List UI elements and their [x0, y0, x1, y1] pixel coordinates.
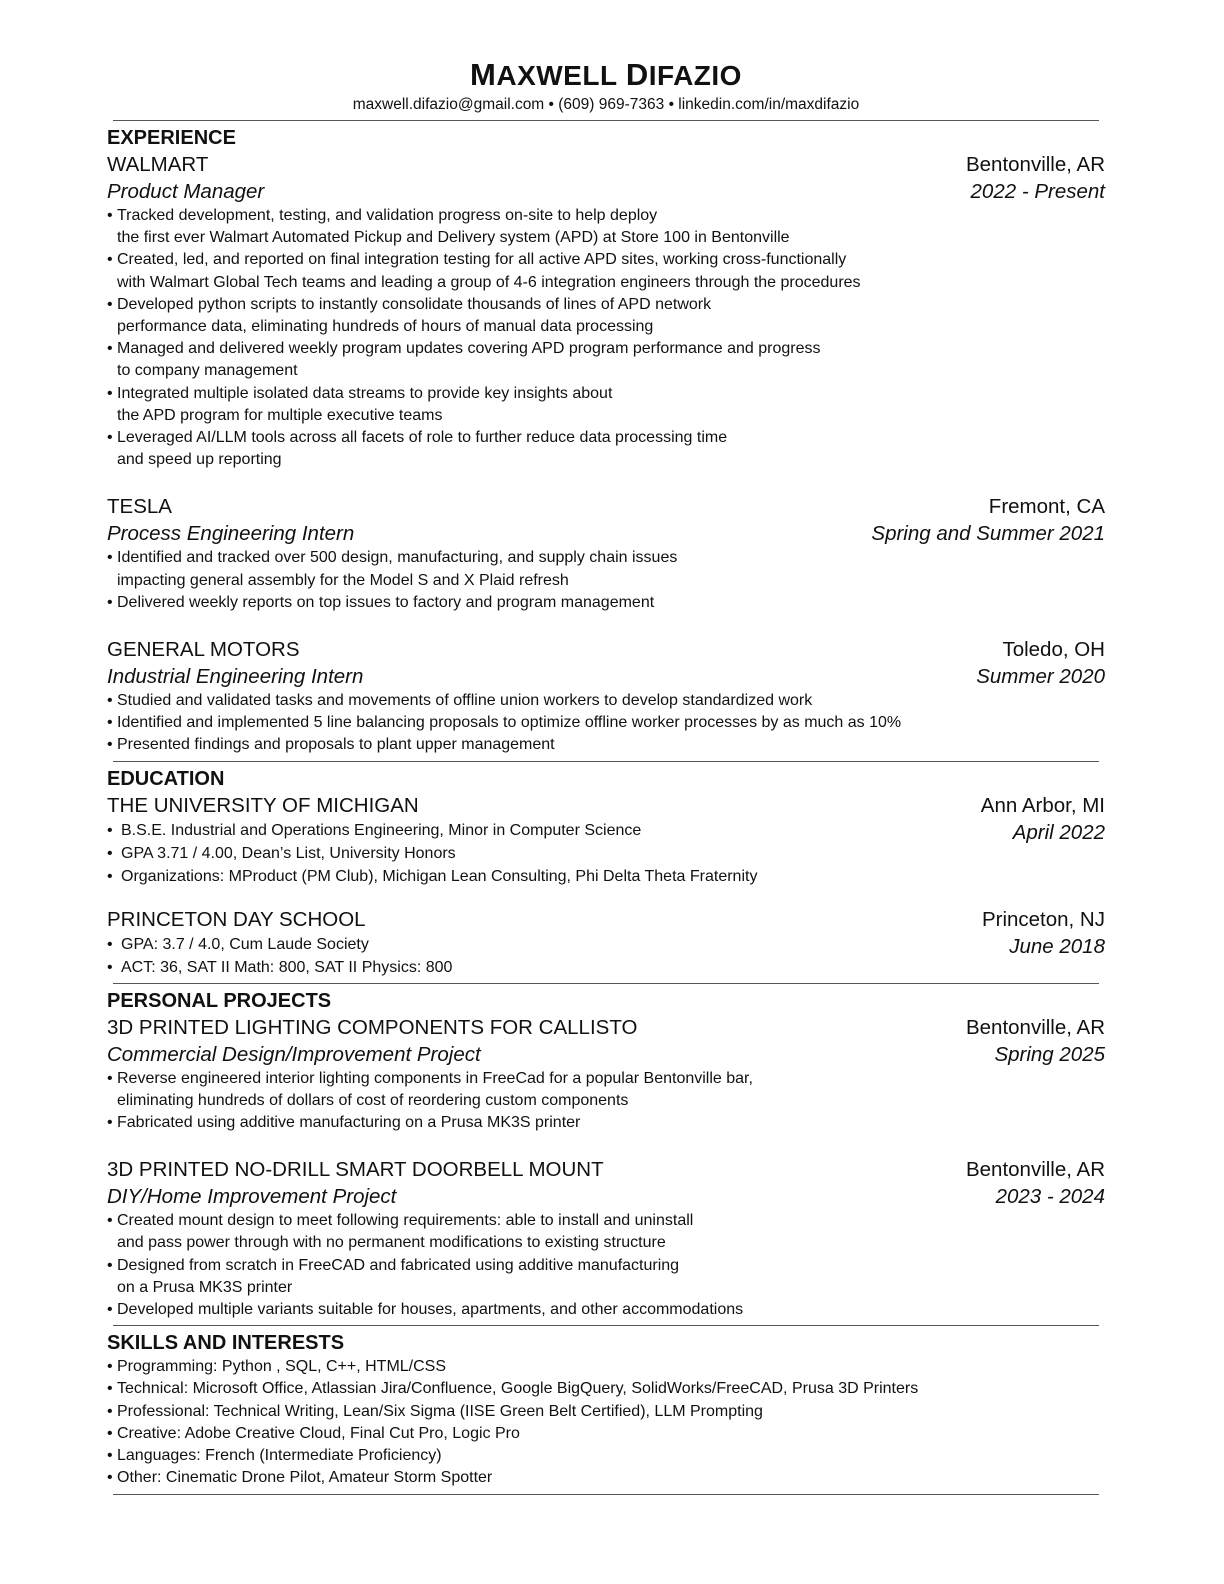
bullet-list: [107, 690, 1105, 757]
bullet-list: [107, 205, 1105, 471]
contact-line: maxwell.difazio@gmail.com • (609) 969-7363 • linkedin.com/in/maxdifazio: [352, 96, 860, 113]
skills-list: [107, 1356, 1105, 1489]
location: Princeton, NJ: [981, 907, 1105, 931]
candidate-name: [107, 58, 1105, 93]
dates: Summer 2020: [976, 665, 1105, 689]
dates: June 2018: [1009, 934, 1105, 958]
bullet-item: • Tracked development, testing, and validation progress on-site to help deploy the first ever Walmart Automated Pickup and Delivery system (APD) at Store 100 in Bentonville: [107, 205, 1105, 249]
location: Bentonville, AR: [965, 1015, 1105, 1039]
experience-entry: [107, 636, 1105, 757]
education-entry: [107, 792, 1105, 888]
org-name: TESLA: [107, 495, 172, 519]
skills-section: [107, 1330, 1105, 1489]
bullet-list: [107, 547, 1105, 614]
org-name: WALMART: [107, 153, 209, 176]
experience-section: [107, 125, 1105, 757]
bullet-item: • Designed from scratch in FreeCAD and fabricated using additive manufacturing on a Prusa MK3S printer: [107, 1255, 1105, 1299]
location: Fremont, CA: [988, 495, 1105, 519]
name-last-rest: IFAZIO: [648, 60, 742, 91]
project-entry: [107, 1156, 1105, 1321]
role-title: Product Manager: [107, 180, 265, 203]
education-entry: [107, 906, 1105, 979]
skill-item: • Languages: French (Intermediate Proficiency): [107, 1445, 1105, 1467]
role-title: Process Engineering Intern: [107, 522, 355, 546]
name-last-initial: D: [625, 57, 649, 92]
dates: 2022 - Present: [970, 180, 1105, 203]
bullet-list: [107, 1210, 1105, 1321]
dates: April 2022: [1012, 820, 1105, 844]
school-name: THE UNIVERSITY OF MICHIGAN: [107, 793, 419, 817]
skill-item: • Technical: Microsoft Office, Atlassian Jira/Confluence, Google BigQuery, SolidWorks/FreeCAD, Prusa 3D Printers: [107, 1378, 1105, 1400]
dates: 2023 - 2024: [995, 1185, 1105, 1209]
bullet-item: • Organizations: MProduct (PM Club), Michigan Lean Consulting, Phi Delta Theta Fraternity: [107, 865, 757, 888]
bullet-list: [107, 819, 757, 888]
bullet-item: • ACT: 36, SAT II Math: 800, SAT II Physics: 800: [107, 956, 452, 979]
location: Bentonville, AR: [965, 1158, 1105, 1182]
section-title-skills: SKILLS AND INTERESTS: [107, 1332, 345, 1355]
bullet-item: • Integrated multiple isolated data streams to provide key insights about the APD program for multiple executive teams: [107, 383, 1105, 427]
project-entry: [107, 1014, 1105, 1135]
name-first-rest: AXWELL: [496, 60, 618, 91]
location: Ann Arbor, MI: [980, 793, 1105, 817]
bullet-item: • Presented findings and proposals to plant upper management: [107, 734, 1105, 756]
school-name: PRINCETON DAY SCHOOL: [107, 907, 366, 931]
divider: [113, 1494, 1099, 1495]
bullet-item: • Fabricated using additive manufacturing on a Prusa MK3S printer: [107, 1112, 1105, 1134]
divider: [113, 1325, 1099, 1326]
project-type: DIY/Home Improvement Project: [107, 1185, 397, 1209]
bullet-item: • GPA: 3.7 / 4.0, Cum Laude Society: [107, 933, 452, 956]
bullet-item: • Created, led, and reported on final integration testing for all active APD sites, working cross-functionally with Walmart Global Tech teams and leading a group of 4-6 integration engineers through the procedures: [107, 249, 1105, 293]
bullet-item: • Reverse engineered interior lighting components in FreeCad for a popular Bentonville bar, eliminating hundreds of dollars of cost of reordering custom components: [107, 1068, 1105, 1112]
bullet-item: • Created mount design to meet following requirements: able to install and uninstall and pass power through with no permanent modifications to existing structure: [107, 1210, 1105, 1254]
dates: Spring 2025: [994, 1042, 1105, 1066]
experience-entry: [107, 493, 1105, 614]
name-first-initial: M: [470, 57, 497, 92]
bullet-item: • Developed multiple variants suitable for houses, apartments, and other accommodations: [107, 1299, 1105, 1321]
experience-entry: [107, 151, 1105, 471]
bullet-item: • Identified and implemented 5 line balancing proposals to optimize offline worker processes by as much as 10%: [107, 712, 1105, 734]
skill-item: • Professional: Technical Writing, Lean/Six Sigma (IISE Green Belt Certified), LLM Prompting: [107, 1401, 1105, 1423]
skill-item: • Programming: Python , SQL, C++, HTML/CSS: [107, 1356, 1105, 1378]
bullet-item: • Managed and delivered weekly program updates covering APD program performance and progress to company management: [107, 338, 1105, 382]
project-name: 3D PRINTED LIGHTING COMPONENTS FOR CALLISTO: [107, 1015, 638, 1039]
divider: [113, 120, 1099, 121]
skill-item: • Creative: Adobe Creative Cloud, Final Cut Pro, Logic Pro: [107, 1423, 1105, 1445]
section-title-education: EDUCATION: [107, 767, 225, 790]
org-name: GENERAL MOTORS: [107, 638, 300, 662]
role-title: Industrial Engineering Intern: [107, 665, 364, 689]
bullet-item: • GPA 3.71 / 4.00, Dean’s List, University Honors: [107, 842, 757, 865]
location: Toledo, OH: [1002, 638, 1105, 662]
resume-header: [107, 58, 1105, 116]
section-title-experience: EXPERIENCE: [107, 127, 236, 149]
bullet-item: • Delivered weekly reports on top issues to factory and program management: [107, 592, 1105, 614]
skill-item: • Other: Cinematic Drone Pilot, Amateur Storm Spotter: [107, 1467, 1105, 1489]
bullet-item: • B.S.E. Industrial and Operations Engineering, Minor in Computer Science: [107, 819, 757, 842]
projects-section: [107, 988, 1105, 1322]
bullet-item: • Leveraged AI/LLM tools across all facets of role to further reduce data processing time and speed up reporting: [107, 427, 1105, 471]
project-type: Commercial Design/Improvement Project: [107, 1042, 481, 1066]
project-name: 3D PRINTED NO-DRILL SMART DOORBELL MOUNT: [107, 1158, 604, 1182]
bullet-item: • Developed python scripts to instantly consolidate thousands of lines of APD network performance data, eliminating hundreds of hours of manual data processing: [107, 294, 1105, 338]
location: Bentonville, AR: [965, 153, 1105, 176]
divider: [113, 983, 1099, 984]
section-title-projects: PERSONAL PROJECTS: [107, 989, 332, 1012]
bullet-list: [107, 933, 452, 979]
dates: Spring and Summer 2021: [871, 522, 1105, 546]
resume-page: [107, 58, 1105, 1499]
bullet-item: • Identified and tracked over 500 design, manufacturing, and supply chain issues impacting general assembly for the Model S and X Plaid refresh: [107, 547, 1105, 591]
divider: [113, 761, 1099, 762]
bullet-item: • Studied and validated tasks and movements of offline union workers to develop standardized work: [107, 690, 1105, 712]
bullet-list: [107, 1068, 1105, 1135]
education-section: [107, 766, 1105, 979]
